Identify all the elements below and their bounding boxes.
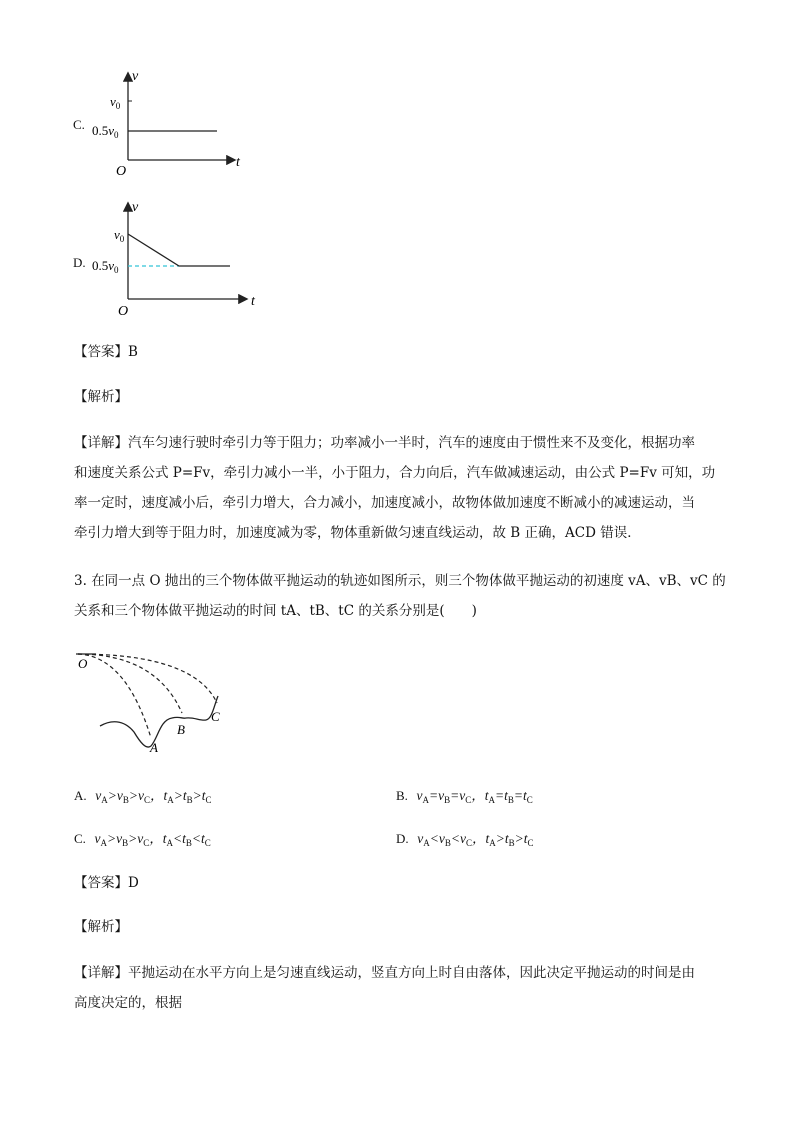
q2-answer (74, 342, 138, 362)
y-axis-label: v (132, 200, 139, 215)
option-c[interactable] (74, 829, 211, 853)
trajectory-c (78, 654, 217, 703)
q2-analysis-tag: 【解析】 (74, 389, 128, 405)
tick-v0: $v_0$ (114, 227, 125, 244)
option-b[interactable] (396, 786, 533, 810)
tick-half-v0: $0.5v_0$ (92, 123, 119, 140)
q3-stem (74, 566, 734, 626)
detail-tag: 【详解】 (74, 965, 128, 981)
detail-line: 和速度关系公式 P=Fv，牵引力减小一半，小于阻力，合力向后，汽车做减速运动，由公式 P=Fv 可知，功 (74, 465, 716, 481)
velocity-line (128, 234, 230, 266)
answer-tag: 【答案】 (74, 344, 128, 360)
ground-curve (100, 696, 218, 747)
option-label: C. (74, 831, 86, 846)
stem-line: 在同一点 O 抛出的三个物体做平抛运动的轨迹如图所示，则三个物体做平抛运动的初速度 vA、vB、vC 的 (91, 573, 726, 589)
origin-label: O (116, 164, 127, 179)
q2-detail (74, 428, 734, 548)
option-text: $v_A<v_B<v_C$，$t_A>t_B>t_C$ (417, 831, 534, 848)
question-number: 3. (74, 573, 87, 589)
x-axis-label: t (251, 294, 255, 309)
answer-value: B (128, 344, 138, 360)
point-a-label: A (150, 740, 158, 755)
trajectory-b (78, 654, 182, 713)
option-d-graph (88, 198, 268, 320)
option-text: $v_A=v_B=v_C$，$t_A=t_B=t_C$ (416, 788, 533, 805)
detail-tag: 【详解】 (74, 435, 128, 451)
detail-line: 牵引力增大到等于阻力时，加速度减为零，物体重新做匀速直线运动，故 B 正确，ACD 错误． (74, 525, 641, 541)
x-axis-label: t (236, 155, 240, 170)
detail-line: 率一定时，速度减小后，牵引力增大，合力减小，加速度减小，故物体做加速度不断减小的减速运动，当 (74, 495, 695, 511)
detail-line: 平抛运动在水平方向上是匀速直线运动，竖直方向上时自由落体，因此决定平抛运动的时间是由 (128, 965, 695, 981)
option-c-graph (88, 68, 258, 180)
detail-line: 高度决定的，根据 (74, 995, 182, 1011)
q3-answer (74, 873, 139, 893)
option-label: A. (74, 788, 87, 803)
point-o-label: O (78, 656, 88, 671)
option-label: D. (396, 831, 409, 846)
answer-value: D (128, 875, 139, 891)
tick-v0: $v_0$ (110, 94, 121, 111)
option-d[interactable] (396, 829, 534, 853)
point-c-label: C (211, 709, 220, 724)
point-b-label: B (177, 722, 185, 737)
stem-line: 关系和三个物体做平抛运动的时间 tA、tB、tC 的关系分别是( ) (74, 603, 477, 619)
trajectory-figure (74, 646, 244, 758)
option-label: B. (396, 788, 408, 803)
tick-half-v0: $0.5v_0$ (92, 258, 119, 275)
origin-label: O (118, 304, 129, 319)
answer-tag: 【答案】 (74, 875, 128, 891)
q3-detail (74, 958, 734, 1018)
option-c-label: C. (73, 117, 85, 132)
option-text: $v_A>v_B>v_C$，$t_A<t_B<t_C$ (94, 831, 211, 848)
option-d-label: D. (73, 255, 86, 270)
detail-line: 汽车匀速行驶时牵引力等于阻力；功率减小一半时，汽车的速度由于惯性来不及变化，根据功率 (128, 435, 695, 451)
q3-analysis-tag: 【解析】 (74, 919, 128, 935)
option-a[interactable] (74, 786, 212, 810)
option-text: $v_A>v_B>v_C$，$t_A>t_B>t_C$ (95, 788, 212, 805)
y-axis-label: v (132, 69, 139, 84)
